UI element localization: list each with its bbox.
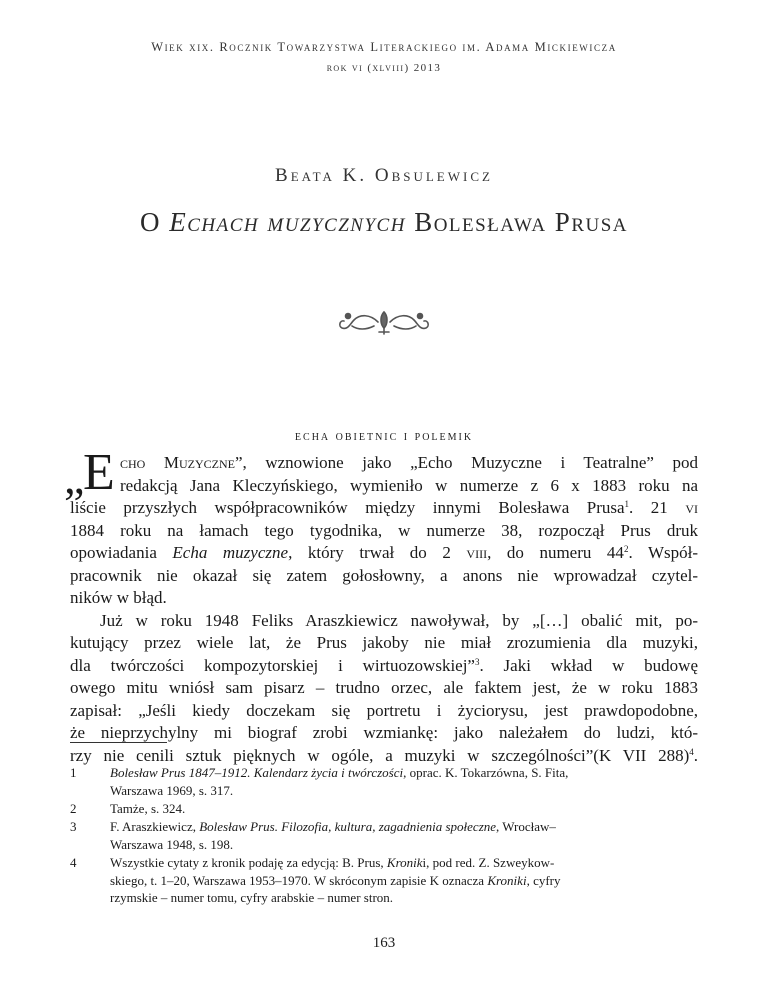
p1-line3-b: . 21 bbox=[629, 498, 686, 517]
drop-cap: E bbox=[83, 444, 115, 501]
footnote-3-line1 bbox=[110, 818, 698, 836]
p2-line7-b: . bbox=[693, 745, 698, 765]
title-suffix: Bolesława Prusa bbox=[405, 207, 628, 237]
footnote-4-italic: Kronik bbox=[386, 855, 423, 870]
title-prefix: O bbox=[139, 207, 170, 237]
p1-line5-sc: viii bbox=[466, 543, 488, 562]
footnote-1-italic: Bolesław Prus 1847–1912. Kalendarz życia i twórczości bbox=[110, 765, 404, 780]
footnote-ref-3[interactable]: 3 bbox=[474, 656, 480, 667]
footnote-4-line2-a: skiego, t. 1–20, Warszawa 1953–1970. W skróconym zapisie K oznacza bbox=[110, 872, 488, 888]
p2-line4: owego mitu wniósł sam pisarz – trudno orzec, ale faktem jest, że w roku 1883 bbox=[70, 678, 698, 697]
drop-quote: „ bbox=[64, 452, 85, 503]
p1-line5-b: , który trwał do 2 bbox=[288, 543, 467, 562]
footnote-3-italic: Bolesław Prus. Filozofia, kultura, zagadnienia społeczne bbox=[199, 819, 497, 834]
footnote-1-line1 bbox=[110, 764, 698, 782]
footnote-4 bbox=[70, 854, 698, 907]
footnote-4-line3: rzymskie – numer tomu, cyfry arabskie – numer stron. bbox=[110, 890, 394, 905]
p2-line3-a: dla twórczości kompozytorskiej i wirtuozowskiej” bbox=[70, 655, 475, 675]
footnote-3-a: F. Araszkiewicz, bbox=[110, 819, 200, 834]
p1-line5-d: . Współ- bbox=[628, 543, 698, 562]
footnote-4-line2-b: , cyfry bbox=[526, 872, 561, 888]
footnote-4-line2-italic: Kroniki bbox=[487, 872, 527, 888]
p2-line1: Już w roku 1948 Feliks Araszkiewicz nawoływał, by „[…] obalić mit, po- bbox=[100, 610, 698, 630]
footnote-ref-2[interactable]: 2 bbox=[623, 544, 629, 554]
journal-volume: rok vi (xlviii) 2013 bbox=[326, 62, 442, 74]
paragraph-2 bbox=[70, 610, 698, 768]
p1-line5 bbox=[70, 542, 698, 565]
footnote-4-line1 bbox=[110, 854, 698, 872]
footnote-3-line2: Warszawa 1948, s. 198. bbox=[110, 836, 234, 852]
article-author: Beata K. Obsulewicz bbox=[275, 165, 493, 186]
footnote-3-b: , Wrocław– bbox=[496, 819, 556, 834]
p1-line2: redakcją Jana Kleczyńskiego, wymieniło w numerze z 6 x 1883 roku na bbox=[120, 475, 698, 495]
p1-line7: ników w błąd. bbox=[70, 588, 167, 607]
p1-sc-text: cho Muzyczne bbox=[120, 453, 235, 472]
p2-line3 bbox=[70, 655, 698, 678]
p1-line5-a: opowiadania bbox=[70, 543, 173, 562]
p1-line5-italic: Echa muzyczne bbox=[172, 543, 289, 562]
p2-line3-b: . Jaki wkład w budowę bbox=[479, 655, 698, 675]
footnote-1 bbox=[70, 764, 698, 799]
article-title bbox=[0, 207, 768, 238]
p1-line4: 1884 roku na łamach tego tygodnika, w numerze 38, rozpoczął Prus druk bbox=[70, 520, 698, 540]
title-italic: Echach muzycznych bbox=[169, 207, 406, 237]
p2-line2: kutujący przez wiele lat, że Prus jakoby nie miał zrozumienia dla muzyki, bbox=[70, 633, 698, 652]
p2-line5: zapisał: „Jeśli kiedy doczekam się portretu i życiorysu, jest prawdopodobne, bbox=[70, 700, 698, 720]
footnote-ref-1[interactable]: 1 bbox=[624, 499, 630, 509]
footnote-3-number: 3 bbox=[70, 819, 77, 834]
footnote-4-a: Wszystkie cytaty z kronik podaję za edycją: B. Prus, bbox=[110, 855, 387, 870]
p1-line5-c: , do numeru 44 bbox=[487, 543, 624, 562]
fleuron-ornament-icon bbox=[334, 304, 434, 340]
p1-line3-a: liście przyszłych współpracowników między innymi Bolesława Prusa bbox=[70, 498, 625, 517]
footnote-1-number: 1 bbox=[70, 765, 77, 780]
p1-line6: pracownik nie okazał się zatem gołosłowny, a anons nie wprowadzał czytel- bbox=[70, 565, 698, 585]
section-heading: echa obietnic i polemik bbox=[294, 429, 474, 444]
page-number: 163 bbox=[372, 935, 396, 951]
footnote-1-rest: , oprac. K. Tokarzówna, S. Fita, bbox=[403, 765, 569, 780]
footnote-2-number: 2 bbox=[70, 801, 77, 816]
footnote-4-b: i, pod red. Z. Szweykow- bbox=[422, 855, 555, 870]
footnote-4-number: 4 bbox=[70, 855, 77, 870]
p2-line6: że nieprzychylny mi biograf zrobi wzmiankę: jako należałem do ludzi, któ- bbox=[70, 723, 698, 742]
footnote-rule bbox=[70, 742, 167, 743]
p1-line3-sc: vi bbox=[685, 498, 698, 517]
journal-header: Wiek xix. Rocznik Towarzystwa Literackiego im. Adama Mickiewicza bbox=[151, 40, 617, 54]
footnote-1-line2: Warszawa 1969, s. 317. bbox=[110, 782, 234, 798]
p1-line3 bbox=[70, 497, 698, 520]
p2-line7-a: rzy nie cenili sztuk pięknych w ogóle, a muzyki w szczególności”(K VII 288) bbox=[70, 745, 690, 765]
p1-line1 bbox=[120, 452, 698, 475]
paragraph-1 bbox=[70, 452, 698, 610]
p1-line1-text: ”, wznowione jako „Echo Muzyczne i Teatralne” pod bbox=[235, 453, 698, 472]
footnote-2-text: Tamże, s. 324. bbox=[110, 801, 186, 816]
footnote-2 bbox=[70, 800, 698, 818]
footnote-ref-4[interactable]: 4 bbox=[689, 746, 694, 757]
footnote-4-line2 bbox=[110, 872, 698, 890]
footnote-3 bbox=[70, 818, 698, 853]
